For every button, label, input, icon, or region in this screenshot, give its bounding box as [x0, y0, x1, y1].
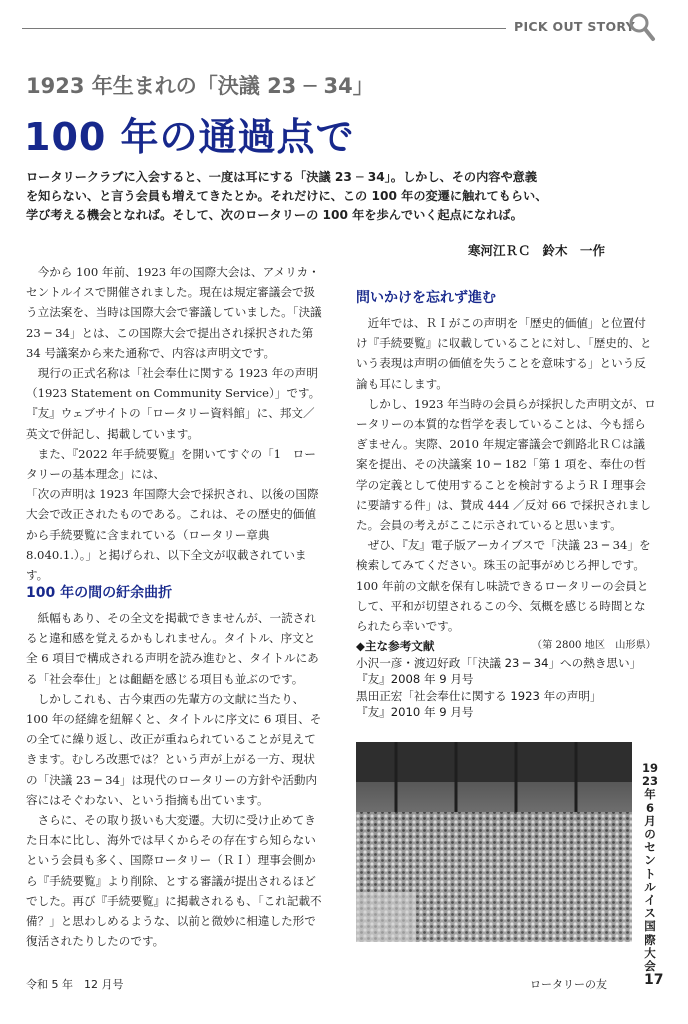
body-paragraph: また、『2022 年手続要覧』を開いてすぐの「1 ロータリーの基本理念」には、: [26, 446, 316, 482]
body-paragraph: ぜひ、『友』電子版アーカイブスで「決議 23 ─ 34」を検索してみてください。珠玉の記事がめじろ押しです。100 年前の文献を保有し味読できるロータリーの会員として、平和が切望されるこの今、気概を感じる時間となられたら幸いです。: [356, 538, 651, 634]
magnifier-icon: [628, 12, 656, 42]
article-title: 100 年の通過点で: [24, 115, 355, 159]
author-club: 寒河江ＲＣ: [468, 243, 531, 258]
lead-line: ロータリークラブに入会すると、一度は耳にする「決議 23 ─ 34」。しかし、その内容や意義: [26, 170, 538, 184]
reference-line: 黒田正宏「社会奉仕に関する 1923 年の声明」: [356, 688, 602, 703]
reference-line: 『友』2010 年 9 月号: [356, 705, 474, 719]
body-paragraph: 現行の正式名称は「社会奉仕に関する 1923 年の声明（1923 Statement on Community Service）」です。『友』ウェブサイトの「ロータリー資料館」に、邦文／英文で併記し、掲載しています。: [26, 366, 321, 441]
author-name: 鈴木 一作: [542, 243, 606, 258]
author-byline: [468, 241, 605, 259]
section-heading: 100 年の間の紆余曲折: [26, 585, 173, 601]
body-paragraph: 「次の声明は 1923 年国際大会で採択され、以後の国際大会で改正されたものである。これは、その歴史的価値から手続要覧に含まれている（ロータリー章典 8.040.1.）。」と掲げられ、以下全文が収載されています。: [26, 487, 319, 583]
section-heading: 問いかけを忘れず進む: [356, 290, 496, 306]
photo-caption: 1923年6月のセントルイス国際大会: [642, 761, 659, 974]
references: [356, 638, 666, 721]
body-paragraph: しかし、1923 年当時の会員らが採択した声明文が、ロータリーの本質的な哲学を表していることは、今も揺らぎません。実際、2010 年規定審議会で釧路北ＲＣは議案を提出、その決議案 10 ─ 182「第 1 項を、奉仕の哲学の定義として使用することを検討するようＲＩ理事会に要請する件」は、賛成 444 ／反対 66 で採択されました。会員の考えがここに示されていると思います。: [356, 396, 656, 533]
body-paragraph: 近年では、ＲＩがこの声明を「歴史的価値」と位置付け『手続要覧』に収載していることに対し、「歴史的、という表現は声明の価値を失うことを意味する」という反論も耳にします。: [356, 316, 652, 391]
footer-issue: 令和 5 年 12 月号: [26, 978, 124, 991]
body-column-left-top: [26, 262, 326, 585]
reference-line: 『友』2008 年 9 月号: [356, 672, 474, 686]
reference-line: 小沢一彦・渡辺好政「「決議 23 ─ 34」への熱き思い」: [356, 655, 642, 670]
lead-line: を知らない、と言う会員も増えてきたとか。それだけに、この 100 年の変遷に触れてもらい、: [26, 189, 548, 203]
body-paragraph: しかしこれも、古今東西の先輩方の文献に当たり、100 年の経緯を紐解くと、タイトルに序文に 6 項目、その全てに繰り返し、改正が重ねられていることが見えてきます。むしろ改悪では？という声が上がる一方、現状の「決議 23 ─ 34」は現代のロータリーの方針や活動内容にはそぐわない、という指摘も出ています。: [26, 691, 322, 807]
lead-line: 学び考える機会となれば。そして、次のロータリーの 100 年を歩んでいく起点になれば。: [26, 208, 523, 222]
body-paragraph: さらに、その取り扱いも大変遷。大切に受け止めてきた日本に比し、海外では早くからその存在すら知らないという会員も多く、国際ロータリー（ＲＩ）理事会側から『手続要覧』より削除、とする審議が提出されるほどでした。再び『手続要覧』に掲載されるも、「これ記載不備？」と思わしめるような、以前と微妙に相違した形で復活されたりしたのです。: [26, 813, 322, 949]
body-column-right: [356, 313, 656, 656]
district-note: （第 2800 地区 山形県）: [531, 640, 656, 652]
references-heading: ◆主な参考文献: [356, 639, 435, 653]
footer-magazine: ロータリーの友: [530, 978, 607, 991]
body-paragraph: 今から 100 年前、1923 年の国際大会は、アメリカ・セントルイスで開催されました。現在は規定審議会で扱う立法案を、当時は国際大会で審議していました。「決議 23 ─ 34」とは、この国際大会で提出され採択された第 34 号議案から来た通称で、内容は声明文です。: [26, 265, 322, 360]
lead-paragraph: [26, 168, 662, 225]
convention-photo: [356, 742, 632, 942]
article-subtitle: 1923 年生まれの「決議 23 ─ 34」: [26, 74, 374, 98]
page-number: 17: [644, 972, 664, 988]
header-rule: [22, 28, 506, 29]
section-label: PICK OUT STORY: [514, 19, 636, 34]
body-paragraph: 紙幅もあり、その全文を掲載できませんが、一読されると違和感を覚えるかもしれません。タイトル、序文と全 6 項目で構成される声明を読み進むと、タイトルにある「社会奉仕」とは齟齬を感じる項目も並ぶのです。: [26, 611, 319, 686]
body-column-left-bottom: [26, 608, 326, 951]
